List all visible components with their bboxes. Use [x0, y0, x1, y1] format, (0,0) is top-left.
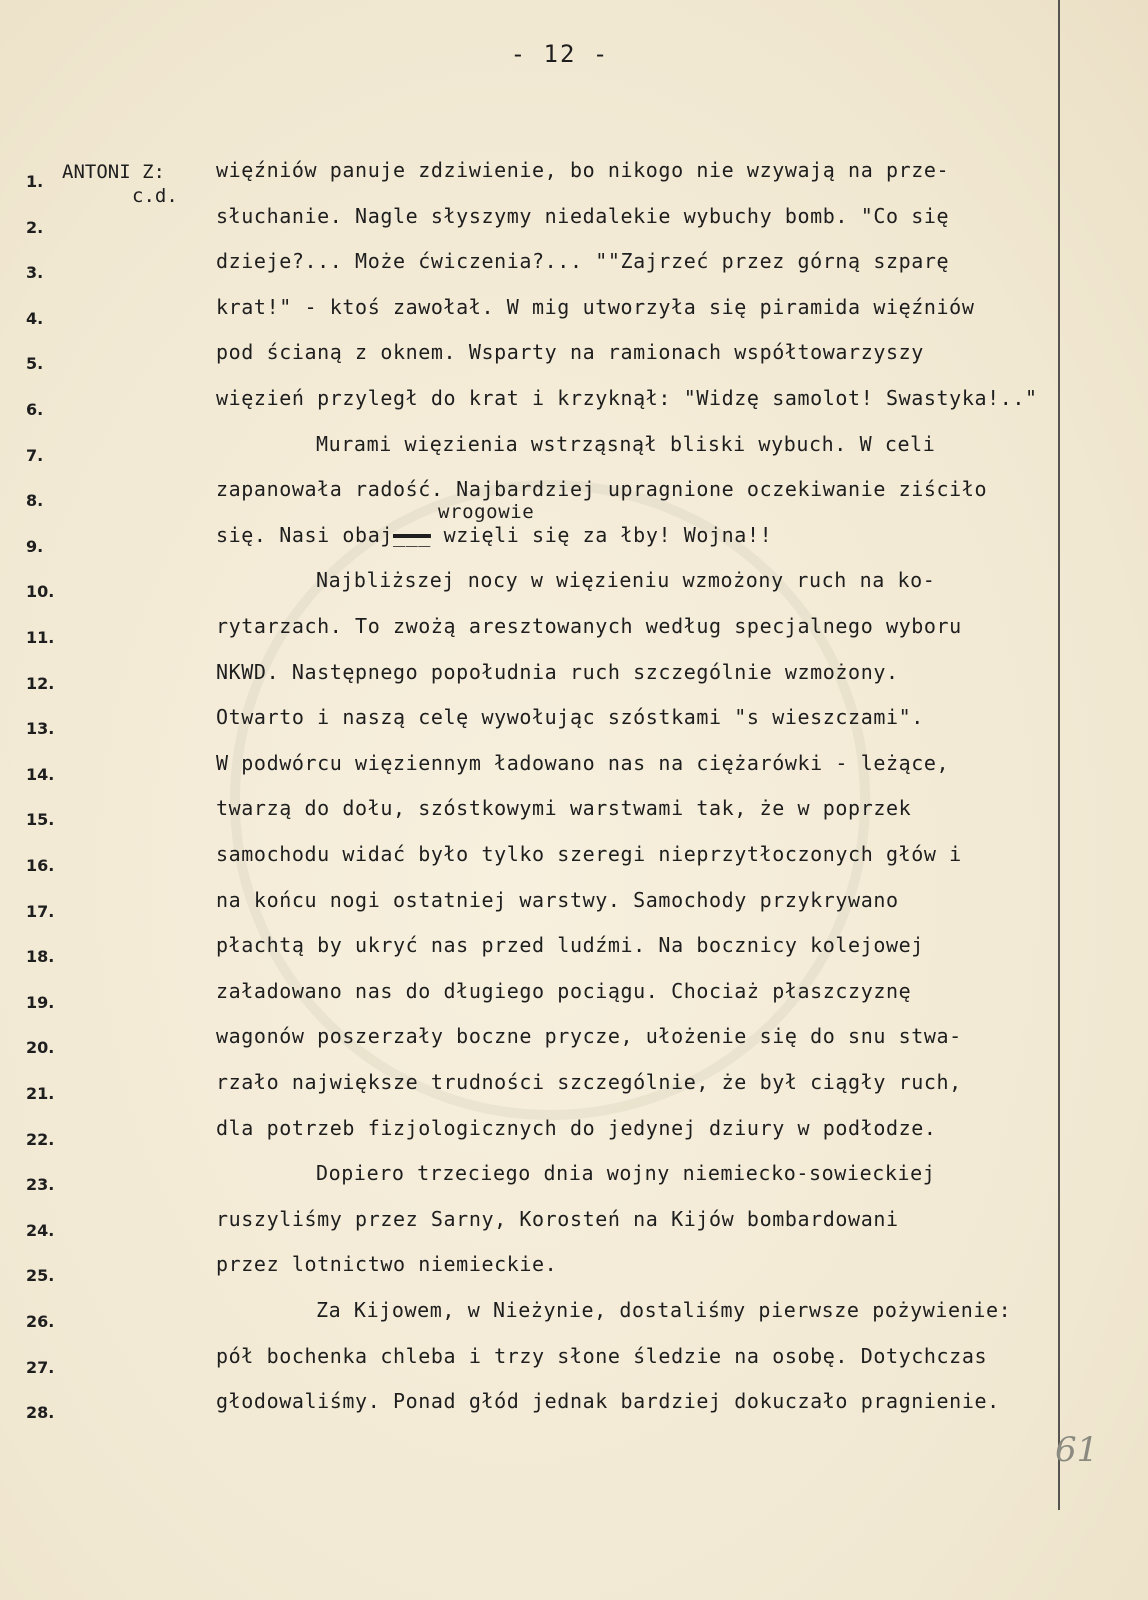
- text-line: Dopiero trzeciego dnia wojny niemiecko-sowieckiej: [316, 1161, 936, 1186]
- text-line: na końcu nogi ostatniej warstwy. Samochody przykrywano: [216, 887, 899, 912]
- text-line: zapanowała radość. Najbardziej upragnione oczekiwanie ziściło: [216, 477, 988, 502]
- archive-page-mark: 61: [1055, 1430, 1099, 1470]
- speaker-label: [62, 160, 178, 208]
- line-number: 11.: [26, 628, 55, 647]
- page-number: - 12 -: [510, 40, 610, 68]
- line-rest: wzięli się za łby! Wojna!!: [430, 522, 773, 547]
- text-line: samochodu widać było tylko szeregi nieprzytłoczonych głów i: [216, 842, 962, 866]
- line-number: 6.: [26, 400, 44, 419]
- line-number: 21.: [26, 1084, 55, 1103]
- text-line: rzało największe trudności szczególnie, że był ciągły ruch,: [216, 1070, 962, 1094]
- line-number: 5.: [26, 354, 44, 374]
- line-number: 19.: [26, 992, 55, 1012]
- line-start: się. Nasi obaj: [216, 522, 393, 547]
- text-line: słuchanie. Nagle słyszymy niedalekie wybuchy bomb. "Co się: [216, 203, 950, 228]
- text-line: płachtą by ukryć nas przed ludźmi. Na bocznicy kolejowej: [216, 933, 924, 958]
- line-number: 24.: [26, 1220, 55, 1240]
- line-number: 15.: [26, 810, 55, 830]
- struck-word: ___: [392, 522, 431, 547]
- line-number: 8.: [26, 491, 44, 511]
- line-number: 1.: [26, 172, 44, 191]
- line-number: 3.: [26, 263, 44, 283]
- text-line: twarzą do dołu, szóstkowymi warstwami tak, że w poprzek: [216, 796, 912, 821]
- line-number: 18.: [26, 947, 55, 967]
- text-line: Otwarto i naszą celę wywołując szóstkami "s wieszczami".: [216, 705, 924, 730]
- text-line: wagonów poszerzały boczne prycze, ułożenie się do snu stwa-: [216, 1024, 962, 1049]
- line-number: 7.: [26, 445, 44, 465]
- speaker-name: ANTONI Z:: [62, 161, 165, 183]
- line-number: 26.: [26, 1312, 55, 1331]
- margin-rule: [1058, 0, 1060, 1510]
- text-line: więźniów panuje zdziwienie, bo nikogo nie wzywają na prze-: [216, 158, 950, 182]
- text-line: pół bochenka chleba i trzy słone śledzie na osobę. Dotychczas: [216, 1343, 988, 1368]
- line-number: 16.: [26, 856, 55, 875]
- text-line: Murami więzienia wstrząsnął bliski wybuch. W celi: [316, 431, 936, 456]
- line-number: 10.: [26, 582, 55, 602]
- text-line: [216, 500, 773, 547]
- line-number: 13.: [26, 719, 55, 739]
- text-line: Za Kijowem, w Nieżynie, dostaliśmy pierwsze pożywienie:: [316, 1298, 1012, 1322]
- text-line: dla potrzeb fizjologicznych do jedynej dziury w podłodze.: [216, 1115, 937, 1140]
- text-line: rytarzach. To zwożą aresztowanych według specjalnego wyboru: [216, 614, 962, 638]
- handwritten-insertion: wrogowie: [438, 500, 535, 523]
- speaker-continued: c.d.: [132, 185, 178, 207]
- text-line: NKWD. Następnego popołudnia ruch szczególnie wzmożony.: [216, 659, 899, 684]
- text-line: ruszyliśmy przez Sarny, Korosteń na Kijów bombardowani: [216, 1206, 899, 1231]
- text-line: więzień przyległ do krat i krzyknął: "Widzę samolot! Swastyka!..": [216, 386, 1038, 410]
- line-number: 20.: [26, 1038, 55, 1058]
- line-number: 17.: [26, 901, 55, 921]
- text-line: pod ścianą z oknem. Wsparty na ramionach współtowarzyszy: [216, 340, 924, 365]
- text-line: przez lotnictwo niemieckie.: [216, 1252, 558, 1277]
- line-number: 2.: [26, 217, 44, 237]
- text-line: załadowano nas do długiego pociągu. Chociaż płaszczyznę: [216, 978, 912, 1003]
- text-line: Najbliższej nocy w więzieniu wzmożony ruch na ko-: [316, 568, 936, 593]
- line-number: 25.: [26, 1266, 55, 1286]
- line-number: 23.: [26, 1175, 55, 1195]
- line-number: 28.: [26, 1403, 55, 1423]
- line-number: 14.: [26, 764, 55, 784]
- text-line: W podwórcu więziennym ładowano nas na ciężarówki - leżące,: [216, 750, 950, 775]
- line-number: 22.: [26, 1129, 55, 1149]
- line-number: 12.: [26, 673, 55, 693]
- text-line: dzieje?... Może ćwiczenia?... ""Zajrzeć przez górną szparę: [216, 249, 950, 274]
- text-line: głodowaliśmy. Ponad głód jednak bardziej dokuczało pragnienie.: [216, 1389, 1000, 1414]
- line-number: 4.: [26, 308, 44, 328]
- line-number: 27.: [26, 1357, 55, 1377]
- line-number: 9.: [26, 536, 44, 556]
- text-line: krat!" - ktoś zawołał. W mig utworzyła się piramida więźniów: [216, 294, 975, 319]
